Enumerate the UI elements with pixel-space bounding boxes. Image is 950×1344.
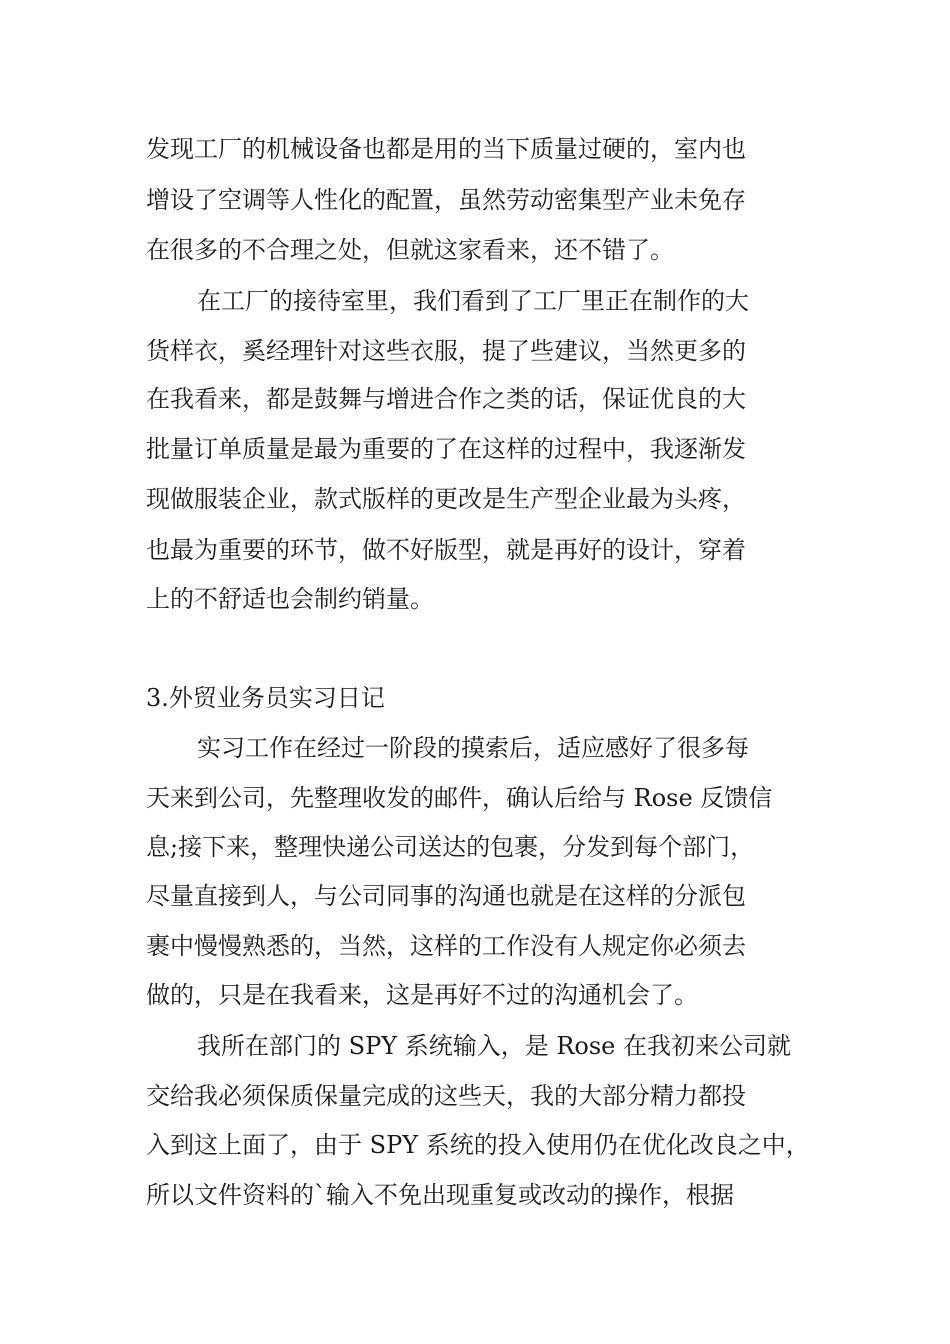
text-line: 息;接下来，整理快递公司送达的包裹，分发到每个部门， [146,833,755,861]
text-line: 交给我必须保质保量完成的这些天，我的大部分精力都投 [146,1082,746,1110]
text-line: 上的不舒适也会制约销量。 [146,585,434,613]
text-line: 现做服装企业，款式版样的更改是生产型企业最为头疼， [146,485,746,513]
text-line: 在我看来，都是鼓舞与增进合作之类的话，保证优良的大 [146,385,746,413]
section-heading: 3.外贸业务员实习日记 [146,684,385,712]
text-line: 裹中慢慢熟悉的，当然，这样的工作没有人规定你必须去 [146,932,746,960]
text-line: 也最为重要的环节，做不好版型，就是再好的设计，穿着 [146,536,746,564]
text-line: 批量订单质量是最为重要的了在这样的过程中，我逐渐发 [146,435,746,463]
text-line: 我所在部门的 SPY 系统输入，是 Rose 在我初来公司就 [197,1032,791,1060]
text-line: 做的，只是在我看来，这是再好不过的沟通机会了。 [146,981,698,1009]
text-line: 在很多的不合理之处，但就这家看来，还不错了。 [146,236,674,264]
text-line: 尽量直接到人，与公司同事的沟通也就是在这样的分派包 [146,882,746,910]
text-line: 货样衣，奚经理针对这些衣服，提了些建议，当然更多的 [146,337,746,365]
text-line: 实习工作在经过一阶段的摸索后，适应感好了很多每 [197,734,749,762]
text-line: 在工厂的接待室里，我们看到了工厂里正在制作的大 [197,287,749,315]
text-line: 增设了空调等人性化的配置，虽然劳动密集型产业未免存 [146,186,746,214]
text-line: 发现工厂的机械设备也都是用的当下质量过硬的，室内也 [146,135,746,163]
text-line: 入到这上面了，由于 SPY 系统的投入使用仍在优化改良之中， [146,1131,810,1159]
text-line: 所以文件资料的`输入不免出现重复或改动的操作，根据 [146,1181,734,1209]
text-line: 天来到公司，先整理收发的邮件，确认后给与 Rose 反馈信 [146,784,773,812]
